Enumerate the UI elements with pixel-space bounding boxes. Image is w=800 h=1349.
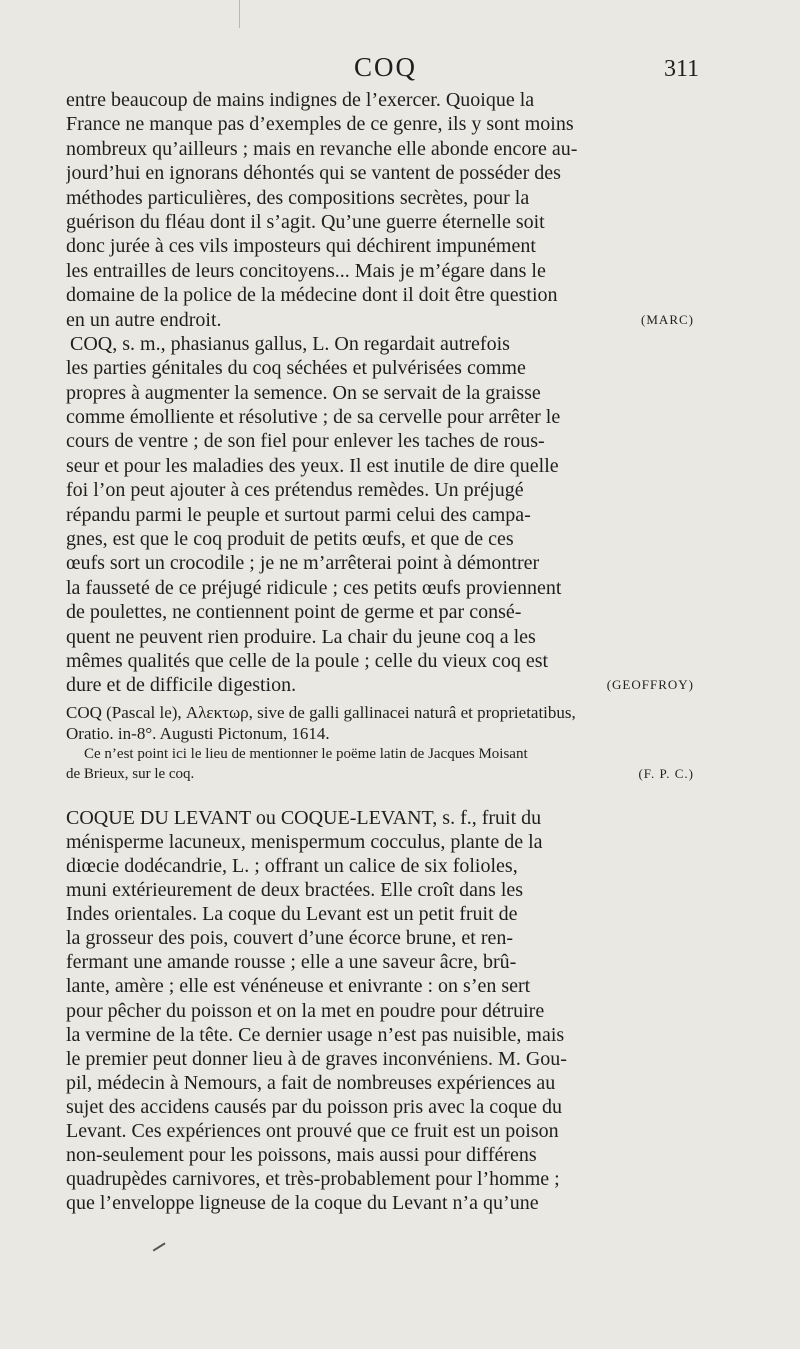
text-line: la fausseté de ce préjugé ridicule ; ces petits œufs proviennent — [66, 576, 562, 599]
note-line: Ce n’est point ici le lieu de mentionner le poëme latin de Jacques Moisant — [84, 745, 528, 762]
text-line: France ne manque pas d’exemples de ce genre, ils y sont moins — [66, 113, 574, 136]
text-line: gnes, est que le coq produit de petits œufs, et que de ces — [66, 528, 514, 551]
text-line: comme émolliente et résolutive ; de sa cervelle pour arrêter le — [66, 406, 561, 429]
text-line: domaine de la police de la médecine dont il doit être question — [66, 284, 558, 307]
text-line: foi l’on peut ajouter à ces prétendus remèdes. Un préjugé — [66, 479, 524, 502]
text-line: propres à augmenter la semence. On se servait de la graisse — [66, 381, 541, 404]
text-line: pil, médecin à Nemours, a fait de nombreuses expériences au — [66, 1071, 556, 1094]
text-line: guérison du fléau dont il s’agit. Qu’une guerre éternelle soit — [66, 210, 545, 233]
text-line-with-signature — [66, 673, 702, 697]
author-signature: (F. P. C.) — [638, 765, 694, 781]
text-line: la vermine de la tête. Ce dernier usage n’est pas nuisible, mais — [66, 1023, 565, 1046]
text-line: pour pêcher du poisson et on la met en poudre pour détruire — [66, 999, 545, 1022]
text-line: non-seulement pour les poissons, mais aussi pour différens — [66, 1144, 537, 1167]
text-line: lante, amère ; elle est vénéneuse et enivrante : on s’en sert — [66, 975, 531, 998]
text-line: diœcie dodécandrie, L. ; offrant un calice de six folioles, — [66, 854, 518, 877]
text-line: les entrailles de leurs concitoyens... Mais je m’égare dans le — [66, 259, 546, 282]
text-line: jourd’hui en ignorans déhontés qui se vantent de posséder des — [66, 162, 561, 185]
text-line: fermant une amande rousse ; elle a une saveur âcre, brû- — [66, 951, 517, 974]
text-line: que l’enveloppe ligneuse de la coque du Levant n’a qu’une — [66, 1192, 539, 1215]
text-line: méthodes particulières, des compositions secrètes, pour la — [66, 186, 530, 209]
text-line: entre beaucoup de mains indignes de l’exercer. Quoique la — [66, 89, 535, 111]
text-line: dure et de difficile digestion. — [66, 674, 297, 697]
editorial-note — [66, 744, 702, 784]
text-line: sujet des accidens causés par du poisson pris avec la coque du — [66, 1095, 562, 1118]
text-line: Indes orientales. La coque du Levant est un petit fruit de — [66, 903, 518, 926]
note-line: de Brieux, sur le coq. — [66, 765, 195, 782]
text-line: le premier peut donner lieu à de graves inconvéniens. M. Gou- — [66, 1047, 567, 1070]
bibliography — [66, 702, 702, 744]
text-line: COQUE DU LEVANT ou COQUE-LEVANT, s. f., fruit du — [66, 806, 542, 829]
page-number: 311 — [664, 56, 700, 82]
text-line: seur et pour les maladies des yeux. Il est inutile de dire quelle — [66, 454, 559, 477]
entry-coque-du-levant — [66, 806, 702, 1216]
bibliography-line: COQ (Pascal le), Αλεκτωρ, sive de galli gallinacei naturâ et proprietatibus, — [66, 702, 576, 722]
text-line: ménisperme lacuneux, menispermum cocculus, plante de la — [66, 830, 543, 853]
page-mark — [239, 0, 240, 28]
text-line: de poulettes, ne contiennent point de germe et par consé- — [66, 601, 522, 624]
running-head: COQ — [354, 52, 418, 82]
text-line: cours de ventre ; de son fiel pour enlever les taches de rous- — [66, 430, 545, 453]
page-body — [66, 88, 702, 1215]
text-line-with-signature — [66, 308, 702, 332]
author-signature: (GEOFFROY) — [606, 677, 694, 693]
bibliography-line: Oratio. in-8°. Augusti Pictonum, 1614. — [66, 723, 330, 743]
text-line: nombreux qu’ailleurs ; mais en revanche elle abonde encore au- — [66, 137, 578, 160]
text-line: quent ne peuvent rien produire. La chair du jeune coq a les — [66, 625, 536, 648]
text-line: donc jurée à ces vils imposteurs qui déchirent impunément — [66, 235, 536, 258]
text-line: en un autre endroit. — [66, 308, 222, 331]
author-signature: (MARC) — [641, 311, 694, 327]
paragraph-end-of-previous-entry — [66, 88, 702, 332]
text-line: muni extérieurement de deux bractées. Elle croît dans les — [66, 879, 524, 902]
text-line: la grosseur des pois, couvert d’une écorce brune, et ren- — [66, 927, 514, 950]
text-line: œufs sort un crocodile ; je ne m’arrêterai point à démontrer — [66, 552, 540, 575]
page-header — [0, 52, 800, 86]
stray-pen-mark — [153, 1242, 166, 1251]
note-line-with-signature — [66, 764, 702, 784]
text-line: COQ, s. m., phasianus gallus, L. On regardait autrefois — [70, 332, 510, 355]
text-line: mêmes qualités que celle de la poule ; celle du vieux coq est — [66, 649, 549, 672]
text-line: les parties génitales du coq séchées et pulvérisées comme — [66, 357, 526, 380]
text-line: Levant. Ces expériences ont prouvé que ce fruit est un poison — [66, 1119, 559, 1142]
text-line: quadrupèdes carnivores, et très-probablement pour l’homme ; — [66, 1168, 560, 1191]
entry-coq — [66, 332, 702, 698]
text-line: répandu parmi le peuple et surtout parmi celui des campa- — [66, 503, 531, 526]
